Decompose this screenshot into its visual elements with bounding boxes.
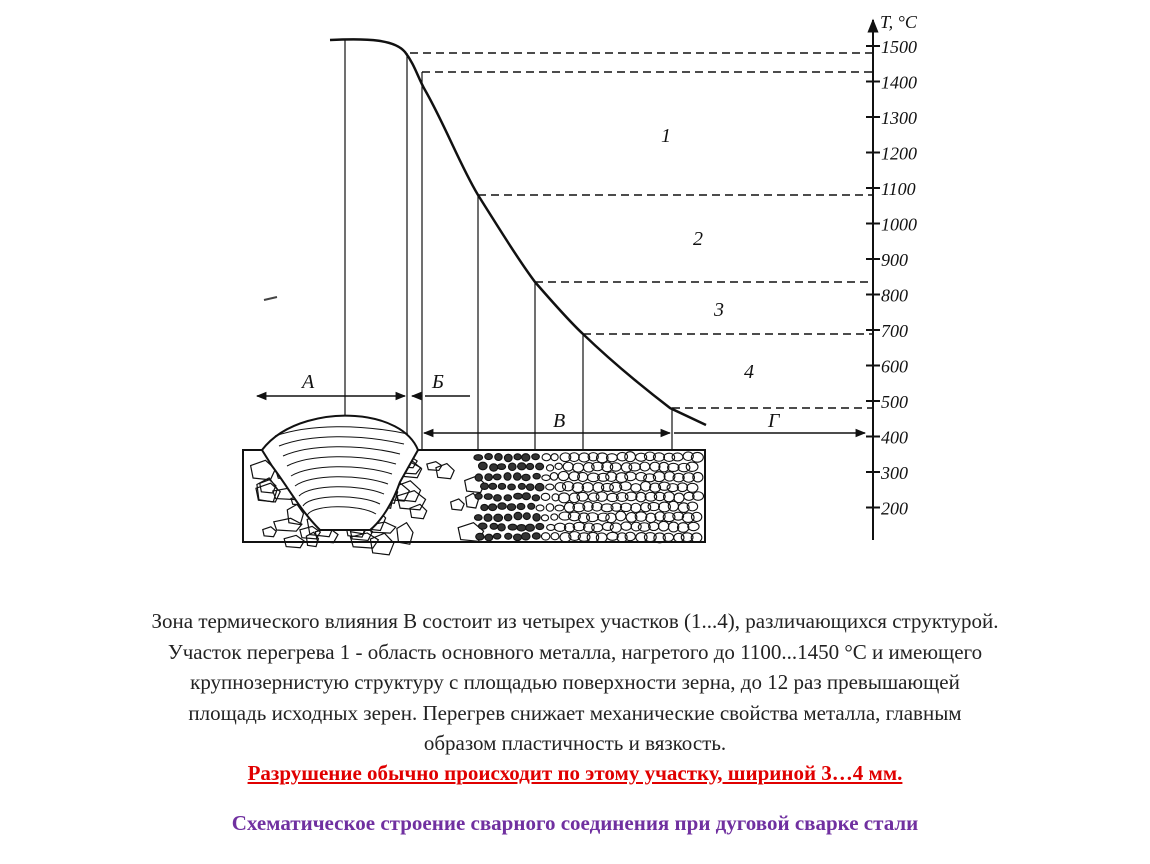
- fine-grain: [523, 513, 530, 520]
- isotherm-lines: [410, 53, 873, 408]
- axis-unit-label: T, °C: [880, 12, 917, 32]
- axis-tick-label: 1000: [881, 214, 917, 235]
- fine-grain: [481, 483, 489, 489]
- region-label-b: Б: [432, 371, 444, 393]
- fine-grain: [478, 523, 487, 529]
- fine-grain: [533, 514, 540, 522]
- fine-grain: [475, 474, 482, 481]
- region-label-v: В: [553, 410, 566, 432]
- fine-grain: [522, 474, 530, 480]
- zone-label-4: 4: [744, 361, 754, 383]
- fine-grain: [508, 524, 517, 530]
- fine-grain: [489, 483, 497, 489]
- fine-grain: [528, 503, 535, 509]
- axis-tick-label: 1400: [881, 72, 917, 93]
- fine-grain: [518, 483, 525, 489]
- fine-grain: [522, 454, 530, 462]
- fine-grain: [481, 504, 488, 510]
- axis-tick-label: 400: [881, 427, 908, 448]
- axis-tick-label: 1300: [881, 108, 917, 128]
- fine-grain: [532, 533, 540, 539]
- fine-grain: [514, 534, 522, 541]
- fine-grain: [498, 503, 507, 510]
- projection-lines: [345, 40, 672, 452]
- fine-grain: [485, 534, 493, 541]
- axis-tick-label: 700: [881, 321, 908, 341]
- fine-grain: [508, 463, 516, 470]
- plate-cross-section: [243, 416, 705, 555]
- caption: [40, 606, 1110, 837]
- fine-grain: [507, 504, 515, 511]
- fine-grain: [485, 474, 493, 481]
- fine-grain: [504, 454, 512, 461]
- figure-title: Схематическое строение сварного соединения при дуговой сварке стали: [231, 810, 919, 835]
- fine-grain: [526, 524, 535, 531]
- fine-grain: [484, 514, 492, 521]
- region-label-a: А: [302, 371, 315, 393]
- fine-grain: [535, 483, 544, 491]
- fine-grain: [536, 523, 544, 529]
- fine-grain: [526, 463, 533, 469]
- fine-grain: [517, 503, 525, 509]
- caption-line-4: площадь исходных зерен. Перегрев снижает механические свойства металла, главным: [188, 700, 962, 725]
- axis-tick-label: 1500: [881, 37, 917, 57]
- fine-grain: [504, 514, 511, 521]
- caption-line-5: образом пластичность и вязкость.: [423, 731, 727, 755]
- fine-grain: [498, 483, 505, 489]
- fine-grain: [493, 474, 501, 480]
- fine-grain: [514, 512, 522, 519]
- highlight-note: Разрушение обычно происходит по этому участку, шириной 3…4 мм.: [247, 760, 903, 785]
- fine-grain: [484, 494, 492, 500]
- fine-grain: [517, 525, 526, 532]
- fine-grain: [518, 463, 526, 470]
- fine-grain: [474, 515, 482, 521]
- fine-grain: [489, 504, 497, 511]
- axis-tick-label: 900: [881, 250, 908, 270]
- fine-grain: [533, 473, 540, 479]
- fine-grain: [522, 493, 530, 500]
- axis-tick-label: 800: [881, 285, 908, 306]
- fine-grain: [494, 514, 503, 521]
- fine-grain: [476, 533, 484, 540]
- fine-grain: [478, 462, 487, 470]
- axis-tick-label: 1100: [881, 179, 916, 199]
- fine-grain: [526, 484, 534, 491]
- fine-grain: [514, 473, 521, 480]
- axis-tick-label: 600: [881, 356, 908, 377]
- fine-grain: [474, 455, 483, 461]
- temperature-curve: [330, 39, 706, 425]
- fine-grain: [505, 533, 512, 539]
- fine-grain: [536, 463, 544, 470]
- zone-label-1: 1: [661, 125, 671, 147]
- caption-line-2: Участок перегрева 1 - область основного металла, нагретого до 1100...1450 °С и имеющего: [167, 639, 983, 664]
- fine-grain: [508, 484, 516, 490]
- fine-grain: [485, 454, 493, 460]
- fine-grain: [490, 464, 498, 471]
- fine-grain: [521, 533, 530, 540]
- axis-tick-label: 1200: [881, 143, 917, 164]
- caption-line-3: крупнозернистую структуру с площадью поверхности зерна, до 12 раз превышающей: [190, 670, 960, 694]
- fine-grain: [493, 533, 500, 539]
- fine-grain: [532, 454, 540, 460]
- fine-grain: [495, 454, 502, 461]
- fine-grain: [490, 523, 498, 529]
- zone-label-2: 2: [693, 228, 703, 250]
- fine-grain: [504, 495, 511, 501]
- axis-tick-label: 500: [881, 392, 908, 412]
- fine-grain: [504, 473, 511, 481]
- fine-grain: [497, 464, 505, 470]
- region-label-g: Г: [768, 410, 780, 432]
- caption-line-1: Зона термического влияния В состоит из четырех участков (1...4), различающихся структурой.: [151, 609, 999, 633]
- fine-grain: [514, 493, 523, 499]
- axis-tick-label: 200: [881, 498, 908, 519]
- fine-grain: [514, 454, 521, 460]
- axis-tick-label: 300: [881, 463, 908, 483]
- fine-grain: [498, 524, 506, 531]
- fine-grain: [532, 495, 539, 501]
- fine-grain: [494, 495, 502, 501]
- fine-grain: [475, 493, 482, 499]
- zone-label-3: 3: [714, 299, 724, 321]
